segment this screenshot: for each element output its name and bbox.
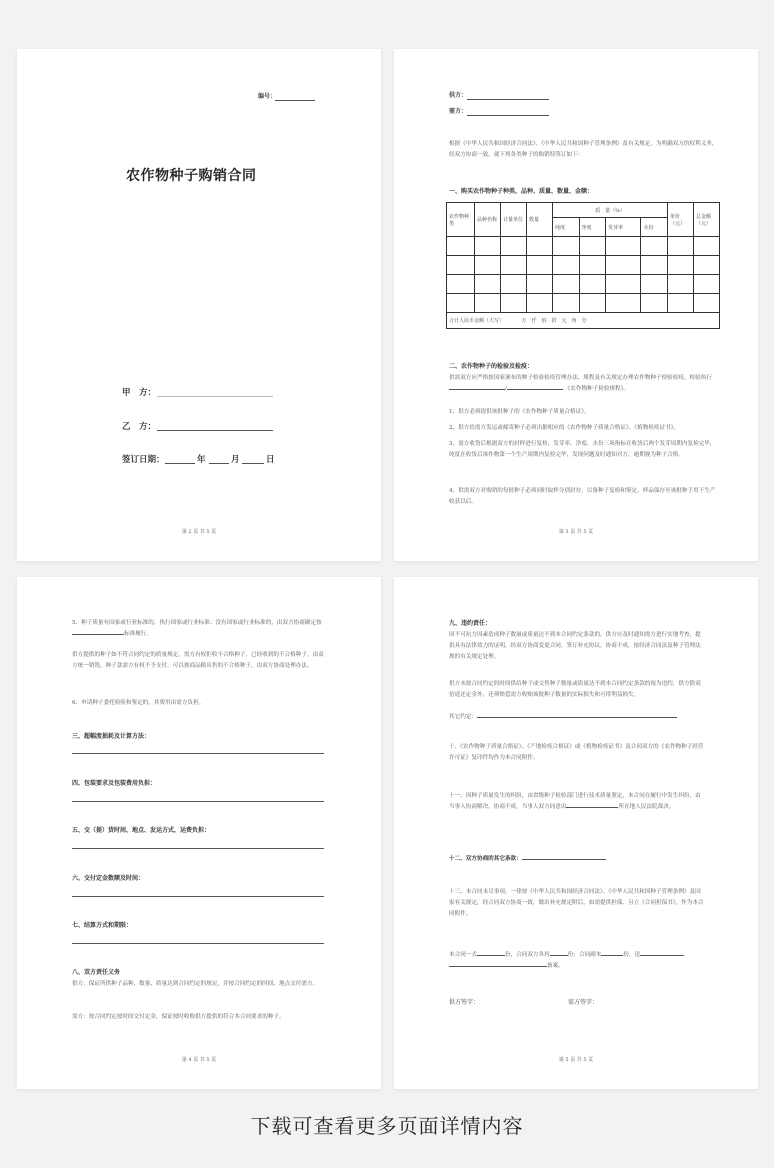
- page-footer: 第 3 页 共 5 页: [558, 529, 594, 535]
- filed-label: 备案。: [547, 963, 564, 969]
- inspection-paragraph: 供需双方应严格按国家颁布的种子检验检疫管理办法、规程及有关规定办理农作物种子检验检疫，检验执行 / 《农作物种子检验规程》。: [449, 375, 712, 392]
- clause-5-text: 5、种子质量有国家或行业标准的，执行国家或行业标准；没有国家或行业标准的，由双方协商确定按: [72, 620, 322, 626]
- contract-number-line: [275, 100, 315, 101]
- section-12-line: [522, 859, 606, 860]
- header-total: 总金额（元）: [694, 203, 720, 237]
- section-3-heading: 三、超幅度损耗及计算方法：: [72, 733, 151, 740]
- standard-line: [72, 634, 124, 635]
- other-terms: [449, 712, 704, 723]
- page-3: [17, 577, 381, 1089]
- section-9-heading: 九、违约责任：: [449, 620, 492, 627]
- header-quality: 质 量（%）: [553, 203, 668, 218]
- page-footer: 第 4 页 共 5 页: [181, 1057, 217, 1063]
- header-moisture: 水份: [641, 218, 668, 237]
- copies-paragraph: [449, 950, 709, 972]
- section-6-heading: 六、交付定金数额及时间：: [72, 875, 145, 882]
- buyer-label: 需方：: [449, 108, 468, 115]
- court-line: [566, 807, 618, 808]
- section-12-heading: 十二、双方协商的其它条款：: [449, 856, 522, 862]
- table-row: [447, 256, 720, 275]
- copies-duplicate-label: 份；合同副本: [567, 952, 602, 958]
- section-7-heading: 七、结算方式和期限：: [72, 922, 133, 929]
- breach-paragraph-1: 因不可抗力因素造成种子数量或质量达不到本合同约定条款的，供方应及时通知需方进行实地考查，提供具有法律效力的证明，经双方协商变更合同，签订补充协议，协商不成，按经济合同法及种子管理法规的有关规定处理。: [449, 632, 701, 660]
- table-row: [447, 275, 720, 294]
- section-4-line: [72, 801, 324, 802]
- section-11: [449, 791, 704, 813]
- copies-each-line: [550, 955, 568, 956]
- other-terms-label: 其它约定：: [449, 714, 477, 720]
- section-11-tail: 所在地人民法院裁决。: [618, 804, 675, 810]
- header-unit-price: 单价（元）: [668, 203, 694, 237]
- party-b-line: [157, 430, 273, 431]
- table-row: [447, 237, 720, 256]
- seed-table: [446, 202, 720, 329]
- section-7-line: [72, 943, 324, 944]
- clause-4: 4、供需双方对购销的每批种子必须同时取样分别封存，以备种子复检和鉴定，样品保存至该批种子用于生产收获以后。: [449, 488, 716, 505]
- other-terms-line: [477, 717, 677, 718]
- copies-line: [477, 955, 505, 956]
- year-line: [165, 463, 195, 464]
- buyer-line: [467, 115, 549, 116]
- section-2-heading: 二、农作物种子的检验及检疫：: [449, 363, 534, 370]
- section-11-text: 十一、因种子质量发生的纠纷，由省级种子检验部门进行技术质量鉴定，本合同在履行中发生纠纷，由当事人协商解决，协商不成，当事人双方同意由: [449, 793, 701, 810]
- day-label: 日: [266, 455, 275, 465]
- copies-label: 本合同一式: [449, 952, 477, 958]
- page-title: 农作物种子购销合同: [126, 168, 257, 184]
- filing-line: [449, 966, 547, 967]
- sign-date-label: 签订日期：: [122, 455, 165, 465]
- header-quantity: 数量: [527, 203, 553, 237]
- breach-paragraph-2: 供方未按合同约定的时间供给种子或交售种子数量或质量达不到本合同约定条款的视为违约，供方除双倍返还定金外，还须赔偿需方收购该批种子数量的实际损失和可得利益损失。: [449, 681, 701, 698]
- section-1-heading: 一、购买农作物种子种类、品种、质量、数量、金额：: [449, 188, 594, 195]
- header-unit: 计量单位: [501, 203, 527, 237]
- table-row: [447, 294, 720, 313]
- year-label: 年: [197, 455, 206, 465]
- supplier-signature: 供方签字：: [449, 999, 480, 1006]
- page-4: [394, 577, 758, 1089]
- page-2: [394, 49, 758, 561]
- page-footer: 第 5 页 共 5 页: [558, 1057, 594, 1063]
- clause-2: 2、供方给需方发运或邮寄种子必须出据相应的《农作物种子质量合格证》、《植物检疫证书》。: [449, 425, 680, 431]
- clause-5-tail: 标准履行。: [124, 631, 152, 637]
- header-purity: 纯度: [553, 218, 580, 237]
- section-10: 十、《农作物种子质量合格证》、《产地检疫合格证》或《植物检疫证书》及合同双方的《农作物种子经营许可证》复印件均作为本合同附件。: [449, 744, 704, 761]
- section-5-heading: 五、交（提）货时间、地点、发运方式、运费负担：: [72, 827, 211, 834]
- header-crop: 农作物种 类: [447, 203, 475, 237]
- section-6-line: [72, 896, 324, 897]
- standard-line-2: [507, 389, 563, 390]
- header-germination: 发芽率: [606, 218, 641, 237]
- clause-3: 3、需方收货后根据双方的封样进行复检，发芽率、净度、水份三项指标在收货后两个发芽周期内复检完毕，纯度在收货后该作物第一个生产周期内复检完毕，发现问题及时通知对方，逾期视为种子合格。: [449, 441, 716, 458]
- section-3-line: [72, 753, 324, 754]
- party-a-label: 甲 方：: [122, 388, 157, 398]
- copies-send-line: [640, 955, 684, 956]
- buyer-signature: 需方签字：: [568, 999, 599, 1006]
- clause-quality: 供方提供的种子如不符合同约定的质量规定，需方有权拒收不合格种子，已经收到的不合格种子，由双方统一销毁，种子款需方有权不予支付。可以按商品粮出售的不合格种子，由双方协商处理办法。: [72, 652, 324, 669]
- inspection-text: 供需双方应严格按国家颁布的种子检验检疫管理办法、规程及有关规定办理农作物种子检验检疫，检验执行: [449, 375, 712, 381]
- month-label: 月: [231, 455, 240, 465]
- buyer-duty: 需方：按合同约定按时间交付定金，保证按时收购供方提供的符合本合同要求的种子。: [72, 1014, 285, 1020]
- section-4-heading: 四、包装要求及包装费用负担：: [72, 780, 157, 787]
- section-8-heading: 八、双方责任义务: [72, 969, 121, 976]
- intro-paragraph: 根据《中华人民共和国经济合同法》、《中华人民共和国种子管理条例》及有关规定，为明确双方的权利义务，经双方协商一致，就下列各类种子的购销特签订如下：: [449, 141, 718, 158]
- header-variety: 品种名称: [475, 203, 501, 237]
- page-footer: 第 2 页 共 5 页: [181, 529, 217, 535]
- supplier-label: 供方：: [449, 92, 468, 99]
- supplier-line: [467, 99, 549, 100]
- header-cleanliness: 净度: [579, 218, 606, 237]
- copies-duplicate-line: [601, 955, 623, 956]
- section-13: 十三、本合同未尽事项，一律按《中华人民共和国经济合同法》、《中华人民共和国种子管理条例》及国家有关规定，经合同双方协商一致，做出补充规定附后，如需提供担保，另立《合同担保书》，作为本合同附件。: [449, 889, 704, 917]
- month-line: [209, 463, 229, 464]
- supplier-duty: 供方：保证所供种子品种、数量、质量达到合同约定的规定，并按合同约定的时间、地点交付需方。: [72, 981, 319, 987]
- table-total-row: 合计人民币金额（大写） 万 仟 佰 拾 元 角 分: [447, 313, 720, 329]
- party-b-label: 乙 方：: [122, 422, 157, 432]
- page-cover: [17, 49, 381, 561]
- standard-line-1: [449, 389, 505, 390]
- download-caption: 下载可查看更多页面详情内容: [250, 1114, 524, 1138]
- inspection-rule-text: 《农作物种子检验规程》。: [564, 386, 629, 392]
- section-12: [449, 854, 704, 865]
- contract-number-label: 编号：: [258, 93, 277, 100]
- section-5-line: [72, 848, 324, 849]
- clause-6: 6、申请种子委托检验和鉴定的，其费用由需方负担。: [72, 700, 205, 706]
- day-line: [242, 463, 264, 464]
- party-a-line: [157, 396, 273, 397]
- copies-each-label: 份，合同双方各持: [504, 952, 550, 958]
- copies-send-label: 份，送: [623, 952, 641, 958]
- clause-1: 1、供方必须提供该批种子的《农作物种子质量合格证》。: [449, 409, 590, 415]
- clause-5: [72, 618, 327, 640]
